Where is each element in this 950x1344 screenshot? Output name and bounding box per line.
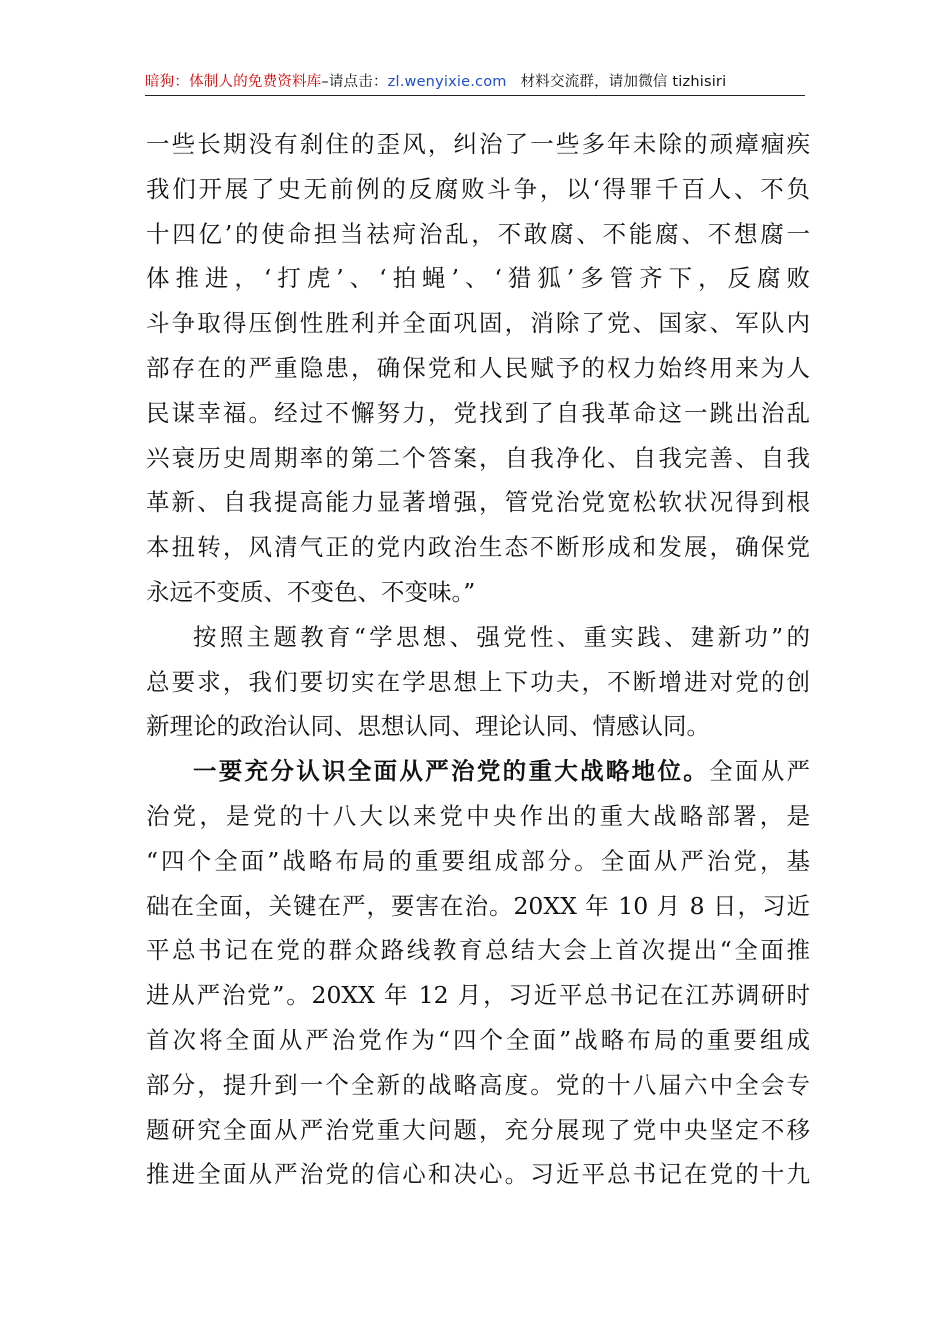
body-line: 永远不变质、不变色、不变味。” [146, 577, 476, 606]
section-first-line [146, 749, 810, 794]
document-body [146, 122, 810, 1197]
section-heading-tail: 全面从严 [709, 757, 810, 786]
body-line: 本扭转，风清气正的党内政治生态不断形成和发展，确保党 [146, 533, 810, 562]
body-line: “四个全面”战略布局的重要组成部分。全面从严治党，基 [146, 846, 810, 875]
body-line: 十四亿’的使命担当祛疴治乱，不敢腐、不能腐、不想腐一 [146, 219, 810, 248]
body-line: 部分，提升到一个全新的战略高度。党的十八届六中全会专 [146, 1070, 810, 1099]
section-heading: 一要充分认识全面从严治党的重大战略地位。 [193, 757, 710, 786]
page-header [145, 70, 805, 94]
paragraph-first-line: 按照主题教育“学思想、强党性、重实践、建新功”的 [193, 622, 810, 651]
body-line: 总要求，我们要切实在学思想上下功夫，不断增进对党的创 [146, 667, 810, 696]
body-line: 进从严治党”。20XX 年 12 月，习近平总书记在江苏调研时 [146, 981, 810, 1010]
body-line: 础在全面，关键在严，要害在治。20XX 年 10 月 8 日，习近 [146, 891, 810, 920]
header-brand[interactable]: 暗狗：体制人的免费资料库 [145, 74, 322, 90]
body-line: 我们开展了史无前例的反腐败斗争，以‘得罪千百人、不负 [146, 174, 810, 203]
body-line: 新理论的政治认同、思想认同、理论认同、情感认同。 [146, 712, 710, 741]
header-group-note: 材料交流群，请加微信 tizhisiri [520, 74, 727, 90]
body-line: 推进全面从严治党的信心和决心。习近平总书记在党的十九 [146, 1160, 810, 1189]
body-line: 革新、自我提高能力显著增强，管党治党宽松软状况得到根 [146, 488, 810, 517]
body-line: 斗争取得压倒性胜利并全面巩固，消除了党、国家、军队内 [146, 309, 810, 338]
header-divider [145, 95, 805, 96]
body-line: 兴衰历史周期率的第二个答案，自我净化、自我完善、自我 [146, 443, 810, 472]
body-line: 一些长期没有刹住的歪风，纠治了一些多年未除的顽瘴痼疾 [146, 130, 810, 158]
body-line: 首次将全面从严治党作为“四个全面”战略布局的重要组成 [146, 1025, 810, 1054]
body-line: 题研究全面从严治党重大问题，充分展现了党中央坚定不移 [146, 1115, 810, 1144]
header-click-prompt: –请点击： [321, 74, 388, 90]
body-line: 体推进，‘打虎’、‘拍蝇’、‘猎狐’多管齐下，反腐败 [146, 264, 810, 293]
body-line: 平总书记在党的群众路线教育总结大会上首次提出“全面推 [146, 936, 810, 965]
body-line: 治党，是党的十八大以来党中央作出的重大战略部署，是 [146, 801, 810, 830]
body-line: 部存在的严重隐患，确保党和人民赋予的权力始终用来为人 [146, 353, 810, 382]
header-url-link[interactable]: zl.wenyixie.com [387, 74, 507, 90]
body-line: 民谋幸福。经过不懈努力，党找到了自我革命这一跳出治乱 [146, 398, 810, 427]
